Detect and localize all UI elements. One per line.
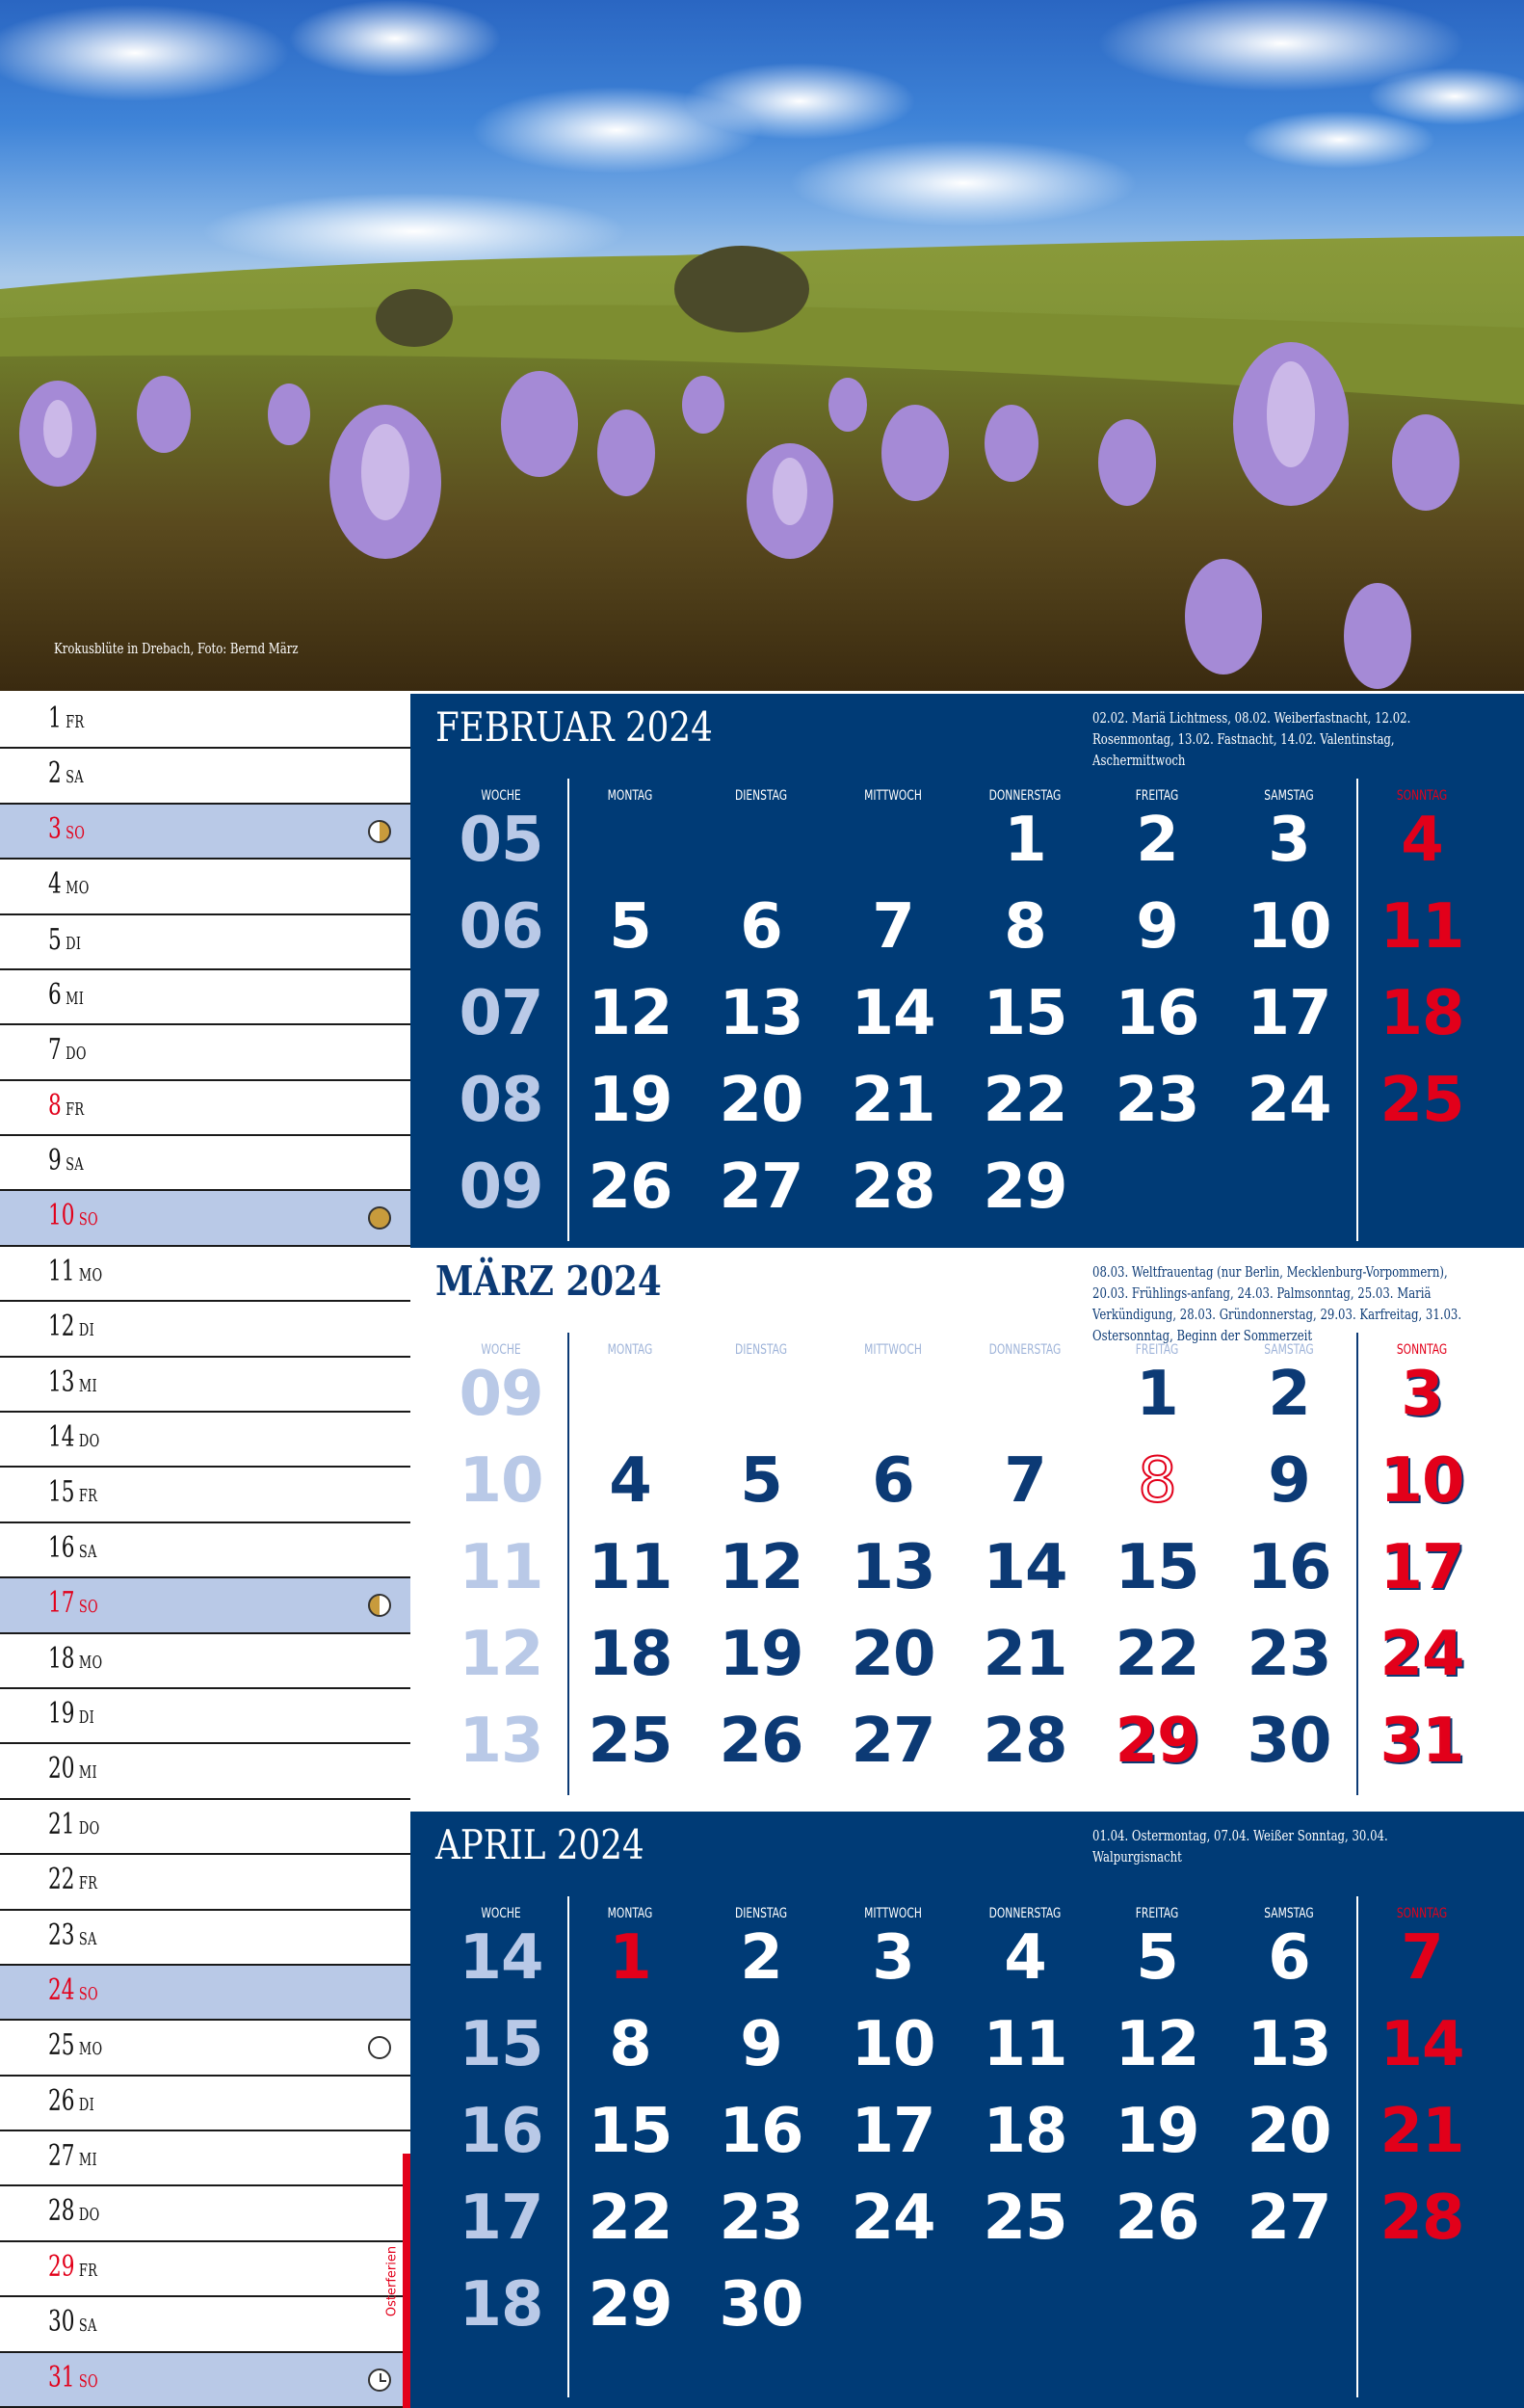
day-number: 4	[48, 867, 62, 902]
date-cell: 24	[1247, 1065, 1331, 1136]
day-label	[48, 811, 86, 846]
day-number: 20	[48, 1752, 75, 1786]
date-cell: 25	[1379, 1065, 1464, 1136]
day-number: 25	[48, 2028, 75, 2063]
weekday-abbr: SA	[78, 1928, 97, 1949]
date-cell: 2	[740, 1922, 782, 1994]
day-row	[0, 1302, 410, 1357]
date-cell: 29	[1115, 1706, 1199, 1777]
date-cell: 28	[1379, 2183, 1464, 2254]
date-cell: 13	[1247, 2009, 1331, 2080]
date-cell: 8	[1138, 1445, 1176, 1517]
date-cell: 21	[983, 1619, 1067, 1690]
date-cell: 2	[1268, 1359, 1310, 1430]
week-number: 16	[459, 2096, 543, 2167]
date-cell: 16	[1247, 1532, 1331, 1603]
weekday-header: MITTWOCH	[864, 1342, 922, 1358]
weekday-header: SONNTAG	[1396, 1906, 1448, 1921]
date-cell: 1	[1136, 1359, 1178, 1430]
date-cell: 28	[983, 1706, 1067, 1777]
date-cell: 5	[609, 891, 651, 963]
weekday-abbr: MO	[78, 2039, 103, 2060]
date-cell: 9	[1136, 891, 1178, 963]
day-row	[0, 1523, 410, 1578]
day-label	[48, 1530, 97, 1565]
date-cell: 26	[719, 1706, 803, 1777]
weekday-abbr: SA	[78, 1541, 97, 1562]
moon-phase-icon	[368, 820, 391, 843]
weekday-abbr: DO	[78, 2205, 100, 2226]
weekday-abbr: DI	[78, 1707, 95, 1728]
date-cell: 11	[1379, 891, 1464, 963]
date-cell: 22	[588, 2183, 672, 2254]
date-cell: 17	[1379, 1532, 1464, 1603]
moon-phase-icon	[368, 1594, 391, 1617]
day-number: 10	[48, 1199, 75, 1233]
weekday-header: SAMSTAG	[1264, 788, 1314, 804]
weekday-header: SONNTAG	[1396, 1342, 1448, 1358]
day-row	[0, 2242, 410, 2297]
day-number: 17	[48, 1586, 75, 1621]
date-cell: 30	[1247, 1706, 1331, 1777]
holiday-notes: 02.02. Mariä Lichtmess, 08.02. Weiberfastnacht, 12.02. Rosenmontag, 13.02. Fastnacht, 14.02. Valentinstag, Aschermittwoch	[1092, 709, 1411, 769]
weekday-abbr: SO	[78, 1597, 99, 1618]
weekday-abbr: MI	[78, 1762, 97, 1784]
week-number: 07	[459, 978, 543, 1049]
day-number: 22	[48, 1863, 75, 1897]
week-number: 08	[459, 1065, 543, 1136]
day-label	[48, 1863, 98, 1897]
day-label	[48, 2028, 103, 2063]
date-cell: 19	[719, 1619, 803, 1690]
day-number: 19	[48, 1696, 75, 1731]
date-cell: 11	[983, 2009, 1067, 2080]
day-row	[0, 1136, 410, 1191]
day-number: 7	[48, 1033, 62, 1068]
day-label	[48, 756, 85, 791]
weekday-header: MONTAG	[607, 1906, 653, 1921]
day-label	[48, 1199, 99, 1233]
day-label	[48, 2083, 95, 2118]
day-number: 18	[48, 1641, 75, 1676]
date-cell: 12	[719, 1532, 803, 1603]
day-number: 2	[48, 756, 62, 791]
date-cell: 28	[851, 1151, 935, 1223]
moon-phase-icon	[368, 1206, 391, 1230]
day-label	[48, 1144, 85, 1178]
weekday-abbr: DI	[78, 1320, 95, 1341]
day-label	[48, 1752, 97, 1786]
date-cell: 4	[1401, 805, 1443, 876]
day-row	[0, 749, 410, 804]
day-label	[48, 867, 90, 902]
date-cell: 18	[1379, 978, 1464, 1049]
month-title: MÄRZ 2024	[435, 1257, 662, 1305]
day-number: 12	[48, 1310, 75, 1344]
day-label	[48, 1310, 95, 1344]
date-cell: 10	[1379, 1445, 1464, 1517]
weekday-header: MONTAG	[607, 1342, 653, 1358]
date-cell: 24	[851, 2183, 935, 2254]
week-number: 05	[459, 805, 543, 876]
weekday-header: SONNTAG	[1396, 788, 1448, 804]
date-cell: 7	[872, 891, 914, 963]
date-cell: 7	[1004, 1445, 1046, 1517]
date-cell: 21	[851, 1065, 935, 1136]
day-label	[48, 2305, 97, 2340]
date-cell: 6	[740, 891, 782, 963]
day-label	[48, 1586, 99, 1621]
crocus-meadow-image	[0, 0, 1524, 691]
weekday-header: DIENSTAG	[734, 1342, 788, 1358]
day-label	[48, 1696, 95, 1731]
weekday-abbr: SO	[78, 1209, 99, 1230]
day-label	[48, 1475, 98, 1510]
weekday-header: WOCHE	[481, 1342, 521, 1358]
day-row	[0, 2131, 410, 2186]
week-number: 18	[459, 2269, 543, 2341]
day-label	[48, 1033, 87, 1068]
date-cell: 20	[1247, 2096, 1331, 2167]
day-label	[48, 922, 82, 957]
date-cell: 23	[719, 2183, 803, 2254]
month-title: APRIL 2024	[435, 1821, 644, 1868]
date-cell: 27	[851, 1706, 935, 1777]
day-number: 31	[48, 2360, 75, 2395]
date-cell: 16	[1115, 978, 1199, 1049]
day-row	[0, 1191, 410, 1246]
date-cell: 16	[719, 2096, 803, 2167]
day-row	[0, 1966, 410, 2021]
date-cell: 31	[1379, 1706, 1464, 1777]
weekday-abbr: DI	[66, 933, 82, 954]
weekday-abbr: MO	[78, 1652, 103, 1673]
weekday-header: FREITAG	[1135, 788, 1179, 804]
date-cell: 8	[609, 2009, 651, 2080]
weekday-abbr: DI	[78, 2094, 95, 2115]
day-number: 29	[48, 2249, 75, 2284]
date-cell: 23	[1115, 1065, 1199, 1136]
weekday-abbr: DO	[66, 1044, 87, 1065]
day-row	[0, 860, 410, 914]
day-label	[48, 1641, 103, 1676]
day-label	[48, 2249, 98, 2284]
date-cell: 13	[719, 978, 803, 1049]
weekday-abbr: DO	[78, 1431, 100, 1452]
weekday-header: WOCHE	[481, 788, 521, 804]
weekday-abbr: SO	[78, 2370, 99, 2392]
month-february	[410, 694, 1524, 1248]
date-cell: 5	[1136, 1922, 1178, 1994]
day-row	[0, 2297, 410, 2352]
day-number: 13	[48, 1364, 75, 1399]
week-number: 10	[459, 1445, 543, 1517]
date-cell: 19	[1115, 2096, 1199, 2167]
date-cell: 19	[588, 1065, 672, 1136]
weekday-abbr: MI	[66, 988, 85, 1009]
weekday-header: MONTAG	[607, 788, 653, 804]
day-number: 16	[48, 1530, 75, 1565]
date-cell: 14	[1379, 2009, 1464, 2080]
day-label	[48, 2360, 99, 2395]
day-number: 11	[48, 1254, 75, 1288]
date-cell: 1	[1004, 805, 1046, 876]
date-cell: 11	[588, 1532, 672, 1603]
day-row	[0, 2077, 410, 2131]
date-cell: 24	[1379, 1619, 1464, 1690]
weekday-header: DONNERSTAG	[988, 1906, 1062, 1921]
weekday-abbr: SA	[78, 2315, 97, 2337]
weekday-abbr: SO	[78, 1983, 99, 2004]
date-cell: 3	[1268, 805, 1310, 876]
week-number: 13	[459, 1706, 543, 1777]
weekday-header: MITTWOCH	[864, 788, 922, 804]
day-number: 28	[48, 2194, 75, 2229]
day-label	[48, 977, 85, 1012]
day-label	[48, 701, 85, 735]
day-number: 15	[48, 1475, 75, 1510]
day-number: 30	[48, 2305, 75, 2340]
day-number: 1	[48, 701, 62, 735]
day-row	[0, 2186, 410, 2241]
date-cell: 9	[740, 2009, 782, 2080]
date-cell: 25	[983, 2183, 1067, 2254]
date-cell: 9	[1268, 1445, 1310, 1517]
weekday-header: FREITAG	[1135, 1906, 1179, 1921]
day-number: 3	[48, 811, 62, 846]
date-cell: 22	[983, 1065, 1067, 1136]
day-row	[0, 1081, 410, 1136]
day-row	[0, 1689, 410, 1744]
day-label	[48, 1972, 99, 2007]
weekday-header: DONNERSTAG	[988, 1342, 1062, 1358]
date-cell: 6	[1268, 1922, 1310, 1994]
date-cell: 18	[983, 2096, 1067, 2167]
day-label	[48, 1254, 103, 1288]
date-cell: 8	[1004, 891, 1046, 963]
day-number: 26	[48, 2083, 75, 2118]
date-cell: 15	[1115, 1532, 1199, 1603]
day-row	[0, 970, 410, 1025]
day-row	[0, 1025, 410, 1080]
date-cell: 27	[719, 1151, 803, 1223]
weekday-abbr: SO	[66, 822, 86, 843]
day-row	[0, 1578, 410, 1633]
day-row	[0, 1855, 410, 1910]
weekday-abbr: FR	[66, 712, 85, 732]
day-row	[0, 805, 410, 860]
date-cell: 27	[1247, 2183, 1331, 2254]
holiday-notes: 01.04. Ostermontag, 07.04. Weißer Sonntag, 30.04. Walpurgisnacht	[1092, 1827, 1388, 1866]
day-row	[0, 1911, 410, 1966]
weekday-abbr: DO	[78, 1817, 100, 1839]
school-holiday-label	[382, 2216, 402, 2361]
holiday-notes: 08.03. Weltfrauentag (nur Berlin, Mecklenburg-Vorpommern), 20.03. Frühlings-anfang, 24.03. Palmsonntag, 25.03. Mariä Verkündigung, 28.03. Gründonnerstag, 29.03. Karfreitag, 31.03. Ostersonntag, Beginn der Sommerzeit	[1092, 1263, 1462, 1344]
day-row	[0, 1358, 410, 1413]
day-label	[48, 2139, 97, 2174]
date-cell: 6	[872, 1445, 914, 1517]
day-number: 27	[48, 2139, 75, 2174]
day-row	[0, 2353, 410, 2408]
date-cell: 22	[1115, 1619, 1199, 1690]
weekday-abbr: MI	[78, 1375, 97, 1396]
weekday-header: WOCHE	[481, 1906, 521, 1921]
time-change-icon	[368, 2368, 391, 2392]
date-cell: 26	[1115, 2183, 1199, 2254]
day-number: 14	[48, 1420, 75, 1455]
day-row	[0, 1247, 410, 1302]
date-cell: 14	[983, 1532, 1067, 1603]
weekday-abbr: FR	[78, 1486, 98, 1507]
date-cell: 10	[1247, 891, 1331, 963]
day-number: 21	[48, 1807, 75, 1841]
day-label	[48, 1088, 85, 1123]
date-cell: 5	[740, 1445, 782, 1517]
date-cell: 4	[609, 1445, 651, 1517]
day-label	[48, 1918, 97, 1952]
weekday-abbr: SA	[66, 767, 85, 788]
day-row	[0, 1468, 410, 1522]
week-number: 06	[459, 891, 543, 963]
date-cell: 26	[588, 1151, 672, 1223]
date-cell: 18	[588, 1619, 672, 1690]
day-row	[0, 2021, 410, 2076]
week-number: 12	[459, 1619, 543, 1690]
date-cell: 13	[851, 1532, 935, 1603]
weekday-header: DIENSTAG	[734, 1906, 788, 1921]
week-number: 15	[459, 2009, 543, 2080]
weekday-header: SAMSTAG	[1264, 1342, 1314, 1358]
date-cell: 3	[1401, 1359, 1443, 1430]
week-number: 09	[459, 1151, 543, 1223]
month-title: FEBRUAR 2024	[435, 703, 713, 751]
osterferien-text: Osterferien	[384, 2245, 400, 2317]
day-label	[48, 1420, 100, 1455]
day-number: 24	[48, 1972, 75, 2007]
date-cell: 7	[1401, 1922, 1443, 1994]
photo-caption: Krokusblüte in Drebach, Foto: Bernd März	[54, 640, 299, 657]
weekday-abbr: MO	[66, 878, 90, 899]
day-label	[48, 1364, 97, 1399]
month-april	[410, 1812, 1524, 2408]
date-cell: 21	[1379, 2096, 1464, 2167]
weekday-abbr: FR	[78, 1873, 98, 1894]
day-label	[48, 1807, 100, 1841]
weekday-abbr: MO	[78, 1264, 103, 1285]
day-list	[0, 694, 410, 2408]
date-cell: 30	[719, 2269, 803, 2341]
weekday-abbr: MI	[78, 2150, 97, 2171]
weekday-header: SAMSTAG	[1264, 1906, 1314, 1921]
date-cell: 25	[588, 1706, 672, 1777]
date-cell: 1	[609, 1922, 651, 1994]
weekday-abbr: FR	[78, 2260, 98, 2281]
weekday-header: DIENSTAG	[734, 788, 788, 804]
date-cell: 23	[1247, 1619, 1331, 1690]
day-number: 6	[48, 977, 62, 1012]
date-cell: 20	[719, 1065, 803, 1136]
date-cell: 29	[588, 2269, 672, 2341]
day-label	[48, 2194, 100, 2229]
date-cell: 10	[851, 2009, 935, 2080]
date-cell: 29	[983, 1151, 1067, 1223]
week-number: 17	[459, 2183, 543, 2254]
date-cell: 12	[1115, 2009, 1199, 2080]
day-number: 5	[48, 922, 62, 957]
date-cell: 12	[588, 978, 672, 1049]
day-row	[0, 694, 410, 749]
date-cell: 2	[1136, 805, 1178, 876]
day-row	[0, 1413, 410, 1468]
day-row	[0, 1634, 410, 1689]
moon-phase-icon	[368, 2036, 391, 2059]
day-row	[0, 1800, 410, 1855]
date-cell: 17	[1247, 978, 1331, 1049]
week-number: 09	[459, 1359, 543, 1430]
date-cell: 17	[851, 2096, 935, 2167]
day-number: 8	[48, 1088, 62, 1123]
day-row	[0, 915, 410, 970]
weekday-header: MITTWOCH	[864, 1906, 922, 1921]
holiday-marker-bar	[403, 2154, 410, 2408]
date-cell: 15	[983, 978, 1067, 1049]
date-cell: 4	[1004, 1922, 1046, 1994]
day-row	[0, 1744, 410, 1799]
weekday-header: FREITAG	[1135, 1342, 1179, 1358]
month-march	[410, 1248, 1524, 1812]
header-photo	[0, 0, 1524, 691]
date-cell: 14	[851, 978, 935, 1049]
date-cell: 15	[588, 2096, 672, 2167]
weekday-abbr: SA	[66, 1154, 85, 1176]
day-number: 9	[48, 1144, 62, 1178]
date-cell: 20	[851, 1619, 935, 1690]
week-number: 14	[459, 1922, 543, 1994]
weekday-header: DONNERSTAG	[988, 788, 1062, 804]
weekday-abbr: FR	[66, 1098, 85, 1120]
date-cell: 3	[872, 1922, 914, 1994]
week-number: 11	[459, 1532, 543, 1603]
day-number: 23	[48, 1918, 75, 1952]
